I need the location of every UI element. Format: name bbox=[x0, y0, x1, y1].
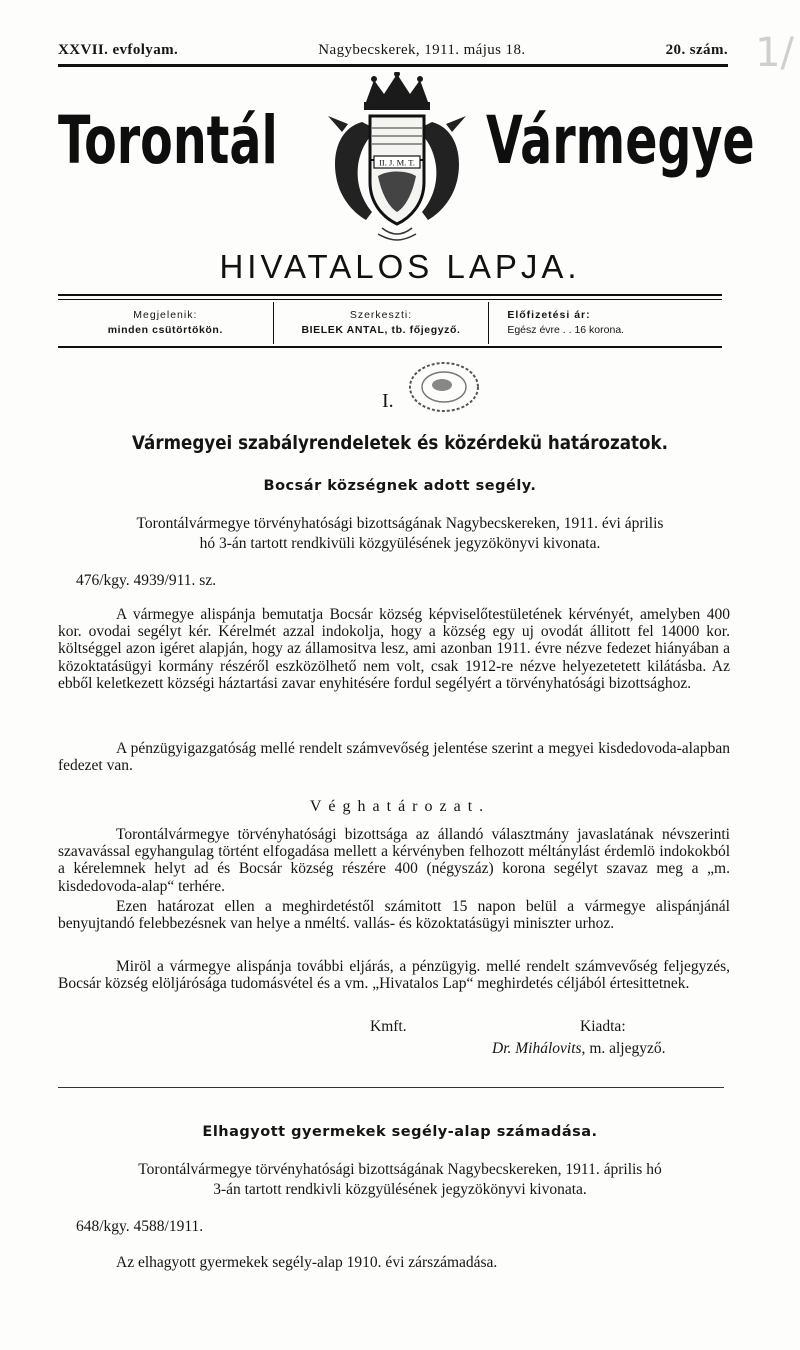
section-number: I. bbox=[382, 390, 394, 412]
infobar-top-rule bbox=[58, 294, 722, 296]
infobar-top-rule-thin bbox=[58, 299, 722, 300]
article1-paragraph5 bbox=[58, 958, 730, 992]
place-date: Nagybecskerek, 1911. május 18. bbox=[318, 42, 526, 58]
article-divider bbox=[58, 1087, 724, 1088]
article2-intro-line2: 3-án tartott rendkivli közgyülésének jegyzökönyvi kivonata. bbox=[213, 1181, 587, 1198]
article1-paragraph5-text: Miröl a vármegye alispánja további eljárás, a pénzügyig. mellé rendelt számvevőség feljegyzés, Bocsár község elöljárósága tudomásvétel és a vm. „Hivatalos Lap“ meghirdetés céljából értesittetnek. bbox=[58, 958, 730, 993]
header-rule bbox=[58, 64, 728, 67]
issued-by-label: Kiadta: bbox=[580, 1018, 626, 1035]
article1-reference: 476/kgy. 4939/911. sz. bbox=[76, 572, 217, 589]
article1-intro-line1: Torontálvármegye törvényhatósági bizottságának Nagybecskereken, 1911. évi április bbox=[136, 515, 664, 532]
issue-number: 20. szám. bbox=[665, 42, 728, 58]
article1-paragraph4-text: Ezen határozat ellen a meghirdetéstől számitott 15 napon belül a vármegye alispánjánál benyujtandó felebbezésnek van helye a nméltś. vallás- és közoktatásügyi miniszter urhoz. bbox=[58, 898, 730, 933]
crown-icon bbox=[364, 72, 430, 110]
article1-paragraph1-text: A vármegye alispánja bemutatja Bocsár község képviselőtestületének kérvényét, amelyben 400 kor. ovodai segélyt kér. Kérelmét azzal indokolja, hogy a község egy uj ovodát állitott fel 14000 kor. költséggel azon igéret alapján, hogy az államositva lesz, ami azonban 1911. évre nézve fedezet hiányában a közoktatásügyi kormány részéről eszközölhető nem volt, csak 1912-re nézve helyezetetett kilátásba. Az ebből keletkezett községi háztartási zavar enyhitésére fordul segélyért a törvényhatósági bizottsághoz. bbox=[58, 606, 730, 692]
editor-value: BIELEK ANTAL, tb. főjegyző. bbox=[301, 324, 461, 337]
article1-paragraph3-text: Torontálvármegye törvényhatósági bizottsága az állandó választmány javaslatának névszerinti szavavással egyhangulag történt elfogadása mellett a kérvényben felhozott méltánylást érdemlö indokokból a kérelemnek helyt ad és Bocsár község részére 400 (négyszáz) korona segélyt szavaz meg a „m. kisdedovoda-alap“ terhére. bbox=[58, 826, 730, 895]
published-label: Megjelenik: bbox=[133, 309, 198, 321]
published-value: minden csütörtökön. bbox=[107, 324, 223, 337]
article1-paragraph2-text: A pénzügyigazgatóság mellé rendelt számvevőség jelentése szerint a megyei kisdedovoda-alapban fedezet van. bbox=[58, 740, 730, 775]
article2-reference: 648/kgy. 4588/1911. bbox=[76, 1218, 204, 1235]
article1-intro-line2: hó 3-án tartott rendkivüli közgyülésének jegyzökönyvi kivonata. bbox=[199, 535, 601, 552]
signer-title: m. aljegyző. bbox=[589, 1040, 666, 1057]
masthead-title-left: Torontál bbox=[58, 102, 278, 179]
infobar-bottom-rule bbox=[58, 346, 722, 348]
article2-intro bbox=[40, 1160, 760, 1200]
shield-text: II. J. M. T. bbox=[379, 157, 415, 168]
article2-paragraph1 bbox=[58, 1254, 730, 1271]
article2-paragraph1-text: Az elhagyott gyermekek segély-alap 1910. évi zárszámadása. bbox=[116, 1254, 498, 1271]
infobar-editor bbox=[273, 302, 489, 344]
kmft-label: Kmft. bbox=[370, 1018, 407, 1035]
signature bbox=[492, 1040, 666, 1058]
editor-label: Szerkeszti: bbox=[349, 309, 413, 321]
infobar-published bbox=[58, 302, 273, 344]
masthead-title-right: Vármegye bbox=[486, 102, 755, 179]
subscription-label: Előfizetési ár: bbox=[507, 309, 591, 321]
article1-paragraph4 bbox=[58, 898, 730, 932]
edition-label: XXVII. evfolyam. bbox=[58, 42, 179, 58]
margin-mark: 1/ bbox=[755, 30, 794, 76]
section-heading: Vármegyei szabályrendeletek és közérdekü határozatok. bbox=[132, 432, 668, 454]
coat-of-arms bbox=[322, 72, 472, 244]
round-stamp-icon bbox=[406, 360, 482, 414]
subscription-value: Egész évre . . 16 korona. bbox=[507, 324, 625, 337]
article1-paragraph3 bbox=[58, 826, 730, 895]
article2-title: Elhagyott gyermekek segély-alap számadása. bbox=[202, 1124, 598, 1140]
article1-intro bbox=[40, 514, 760, 554]
infobar bbox=[58, 302, 722, 344]
issue-header bbox=[58, 42, 728, 59]
signer-name: Dr. Mihálovits, bbox=[492, 1040, 586, 1057]
article1-paragraph1 bbox=[58, 606, 730, 692]
infobar-subscription bbox=[488, 302, 722, 344]
article1-title: Bocsár községnek adott segély. bbox=[263, 478, 537, 494]
masthead-subtitle: HIVATALOS LAPJA. bbox=[219, 248, 581, 285]
article2-intro-line1: Torontálvármegye törvényhatósági bizottságának Nagybecskereken, 1911. április hó bbox=[138, 1161, 662, 1178]
decision-heading: Véghatározat. bbox=[309, 798, 491, 815]
article1-paragraph2 bbox=[58, 740, 730, 774]
